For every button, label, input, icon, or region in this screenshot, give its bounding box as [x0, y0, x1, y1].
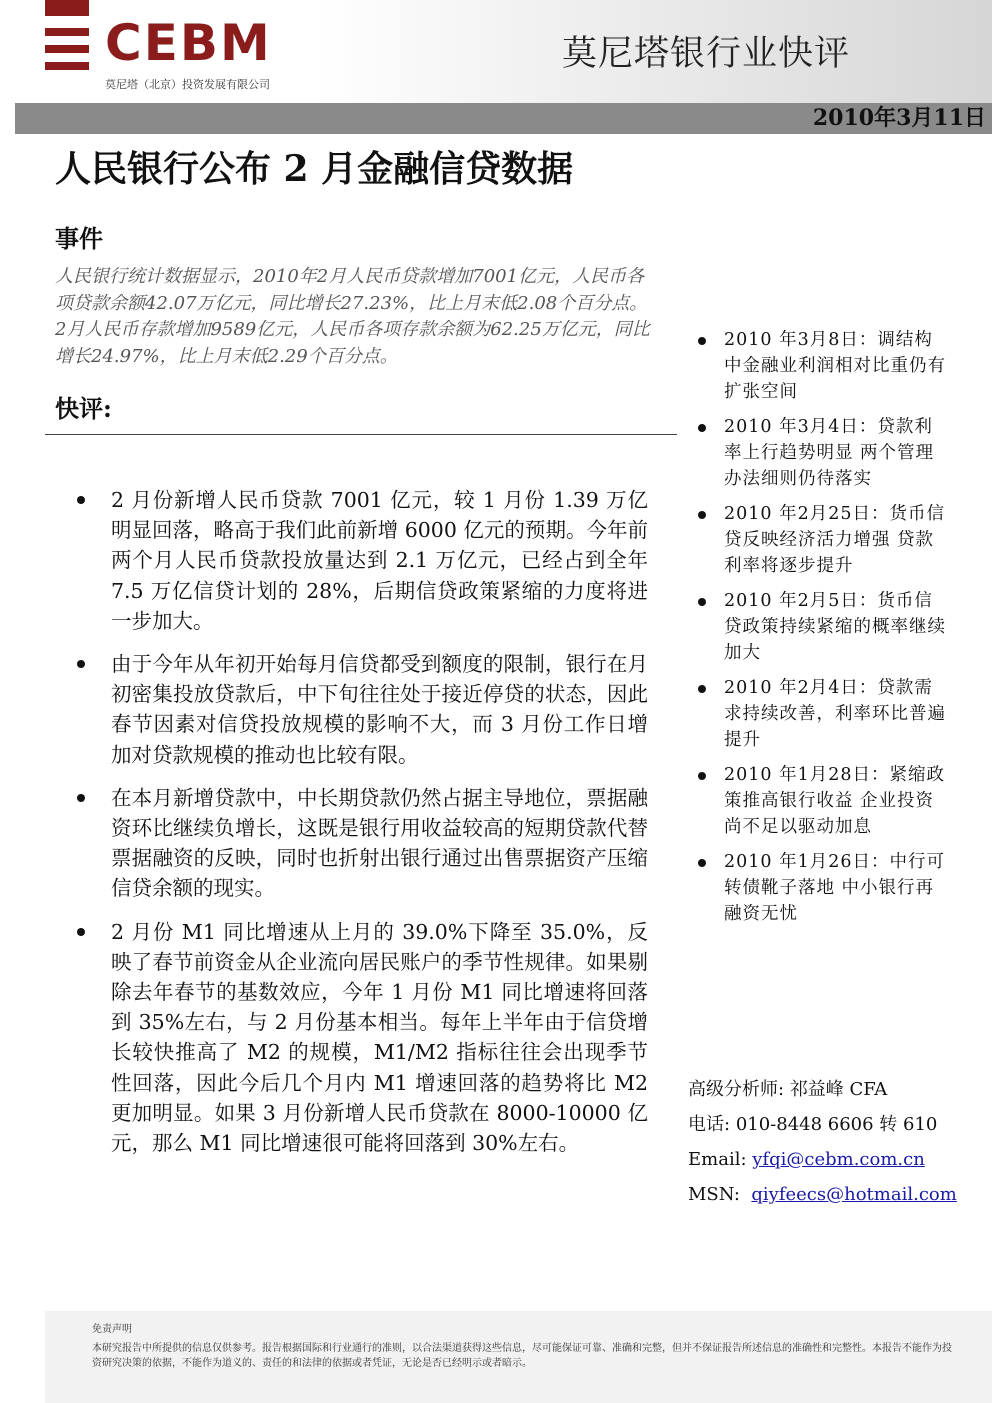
bullet-icon [698, 337, 706, 345]
report-type-title: 莫尼塔银行业快评 [561, 34, 850, 74]
bullet-icon [77, 928, 85, 936]
related-report-item[interactable]: 2010 年1月28日：紧缩政策推高银行收益 企业投资尚不足以驱动加息 [695, 762, 947, 840]
disclaimer-body: 本研究报告中所提供的信息仅供参考。报告根据国际和行业通行的准则，以合法渠道获得这些信息，尽可能保证可靠、准确和完整，但并不保证报告所述信息的准确性和完整性。本报告不能作为投资研究决策的依据，不能作为道义的、责任的和法律的依据或者凭证，无论是否已经明示或者暗示。 [92, 1343, 952, 1369]
phone-number: 010-8448 6606 转 610 [735, 1114, 938, 1135]
related-report-item[interactable]: 2010 年2月5日：货币信贷政策持续紧缩的概率继续加大 [695, 588, 947, 666]
related-reports-list [695, 327, 947, 936]
date-bar [15, 103, 992, 134]
analyst-line: 高级分析师: 祁益峰 CFA [688, 1079, 888, 1100]
disclaimer-title: 免责声明 [92, 1324, 132, 1335]
list-item: 2 月份 M1 同比增速从上月的 39.0%下降至 35.0%，反映了春节前资金从企业流向居民账户的季节性规律。如果剔除去年春节的基数效应，今年 1 月份 M1 同比增速将回落到 35%左右，与 2 月份基本相当。每年上半年由于信贷增长较快推高了 M2 的规模，M1/M2 指标往往会出现季节性回落，因此今后几个月内 M1 增速回落的趋势将比 M2 更加明显。如果 3 月份新增人民币贷款在 8000-10000 亿元，那么 M1 同比增速很可能将回落到 30%左右。 [73, 917, 648, 1159]
bullet-icon [698, 685, 706, 693]
event-body: 人民银行统计数据显示，2010年2月人民币贷款增加7001亿元，人民币各项贷款余额42.07万亿元，同比增长27.23%，比上月末低2.08个百分点。2月人民币存款增加9589亿元，人民币各项存款余额为62.25万亿元，同比增长24.97%，比上月末低2.29个百分点。 [55, 266, 650, 367]
logo-wordmark: CEBM [105, 14, 272, 72]
analyst-name: 祁益峰 CFA [789, 1079, 888, 1100]
list-item: 由于今年从年初开始每月信贷都受到额度的限制，银行在月初密集投放贷款后，中下旬往往处于接近停贷的状态，因此春节因素对信贷投放规模的影响不大，而 3 月份工作日增加对贷款规模的推动也比较有限。 [73, 649, 648, 770]
analyst-contact [688, 1072, 988, 1212]
email-link[interactable]: yfqi@cebm.com.cn [752, 1149, 925, 1170]
comment-bullet-list [73, 485, 648, 1171]
related-report-item[interactable]: 2010 年3月8日：调结构中金融业利润相对比重仍有扩张空间 [695, 327, 947, 405]
bullet-icon [698, 859, 706, 867]
section-divider [45, 434, 677, 435]
related-report-item[interactable]: 2010 年3月4日：贷款利率上行趋势明显 两个管理办法细则仍待落实 [695, 414, 947, 492]
bullet-icon [77, 496, 85, 504]
report-date: 2010年3月11日 [812, 105, 986, 131]
comment-heading: 快评: [55, 394, 112, 423]
bullet-icon [698, 424, 706, 432]
bullet-icon [77, 794, 85, 802]
disclaimer-box [45, 1311, 992, 1403]
related-report-item[interactable]: 2010 年2月25日：货币信贷反映经济活力增强 贷款利率将逐步提升 [695, 501, 947, 579]
company-name: 莫尼塔（北京）投资发展有限公司 [105, 78, 270, 91]
email-line: Email: yfqi@cebm.com.cn [688, 1149, 925, 1170]
msn-link[interactable]: qiyfeecs@hotmail.com [751, 1184, 957, 1205]
bullet-icon [698, 511, 706, 519]
msn-line: MSN: qiyfeecs@hotmail.com [688, 1184, 957, 1205]
page-title: 人民银行公布 2 月金融信贷数据 [55, 148, 574, 190]
phone-line: 电话: 010-8448 6606 转 610 [688, 1114, 938, 1135]
list-item: 在本月新增贷款中，中长期贷款仍然占据主导地位，票据融资环比继续负增长，这既是银行用收益较高的短期贷款代替票据融资的反映，同时也折射出银行通过出售票据资产压缩信贷余额的现实。 [73, 783, 648, 904]
related-report-item[interactable]: 2010 年2月4日：贷款需求持续改善，利率环比普遍提升 [695, 675, 947, 753]
bullet-icon [77, 660, 85, 668]
bullet-icon [698, 598, 706, 606]
event-heading: 事件 [55, 224, 103, 253]
related-report-item[interactable]: 2010 年1月26日：中行可转债靴子落地 中小银行再融资无忧 [695, 849, 947, 927]
list-item: 2 月份新增人民币贷款 7001 亿元，较 1 月份 1.39 万亿明显回落，略高于我们此前新增 6000 亿元的预期。今年前两个月人民币贷款投放量达到 2.1 万亿元，已经占到全年 7.5 万亿信贷计划的 28%，后期信贷政策紧缩的力度将进一步加大。 [73, 485, 648, 636]
bullet-icon [698, 772, 706, 780]
